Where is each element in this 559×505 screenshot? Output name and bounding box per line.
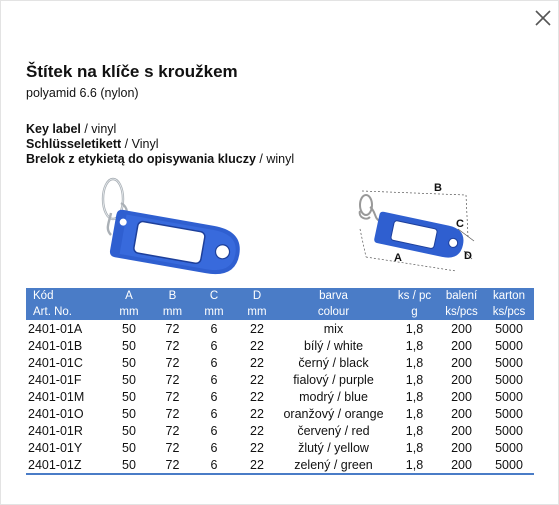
cell-pack: 200 xyxy=(451,372,472,387)
cell-d: 22 xyxy=(250,355,264,370)
cell-weight: 1,8 xyxy=(405,338,424,353)
cell-pack: 200 xyxy=(451,423,472,438)
column-unit: mm xyxy=(104,304,154,320)
cell-a: 50 xyxy=(122,372,136,387)
cell-a: 50 xyxy=(104,456,154,474)
cell-c: 6 xyxy=(210,338,218,353)
cell-pack: 200 xyxy=(451,338,472,353)
cell-b: 72 xyxy=(154,456,191,474)
cell-carton: 5000 xyxy=(495,440,523,455)
cell-b: 72 xyxy=(165,321,180,336)
cell-carton: 5000 xyxy=(495,338,523,353)
cell-carton: 5000 xyxy=(484,456,534,474)
cell-pack: 200 xyxy=(451,440,472,455)
cell-colour: žlutý / yellow xyxy=(298,440,369,455)
column-header: C xyxy=(191,288,237,304)
close-icon[interactable] xyxy=(532,7,554,29)
cell-weight: 1,8 xyxy=(405,355,424,370)
cell-d: 22 xyxy=(250,440,264,455)
cell-art-no: 2401-01M xyxy=(28,389,85,404)
column-header: karton xyxy=(484,288,534,304)
cell-a: 50 xyxy=(122,389,136,404)
dimension-label-c: C xyxy=(456,218,464,230)
table-row xyxy=(26,456,534,474)
product-photo xyxy=(61,177,251,283)
cell-pack: 200 xyxy=(451,406,472,421)
column-header: barva xyxy=(277,288,390,304)
cell-b: 72 xyxy=(165,440,180,455)
cell-colour: černý / black xyxy=(298,355,369,370)
cell-b: 72 xyxy=(165,372,180,387)
table-row xyxy=(26,388,534,405)
cell-art-no: 2401-01C xyxy=(28,355,83,370)
cell-art-no: 2401-01A xyxy=(28,321,83,336)
cell-weight: 1,8 xyxy=(405,372,424,387)
cell-b: 72 xyxy=(165,406,180,421)
translation-name: Brelok z etykietą do opisywania kluczy xyxy=(26,152,256,166)
cell-a: 50 xyxy=(122,423,136,438)
table-header-units-row xyxy=(26,304,534,320)
table-row xyxy=(26,354,534,371)
cell-a: 50 xyxy=(122,440,136,455)
cell-weight: 1,8 xyxy=(405,389,424,404)
cell-d: 22 xyxy=(250,389,264,404)
column-unit: Art. No. xyxy=(26,304,104,320)
column-unit: mm xyxy=(237,304,277,320)
cell-d: 22 xyxy=(250,423,264,438)
translation-line xyxy=(26,137,294,152)
column-unit: g xyxy=(390,304,439,320)
table-row xyxy=(26,439,534,456)
cell-pack: 200 xyxy=(451,389,472,404)
cell-art-no: 2401-01O xyxy=(28,406,84,421)
translation-line xyxy=(26,152,294,167)
cell-art-no: 2401-01R xyxy=(28,423,83,438)
cell-colour: zelený / green xyxy=(277,456,390,474)
cell-pack: 200 xyxy=(451,355,472,370)
cell-c: 6 xyxy=(210,423,218,438)
dimension-label-d: D xyxy=(464,250,472,262)
cell-a: 50 xyxy=(122,355,136,370)
cell-art-no: 2401-01Y xyxy=(28,440,83,455)
cell-weight: 1,8 xyxy=(405,321,424,336)
spec-table xyxy=(26,288,534,475)
product-translations xyxy=(26,122,294,167)
table-row xyxy=(26,422,534,439)
cell-d: 22 xyxy=(237,456,277,474)
column-header: A xyxy=(104,288,154,304)
translation-name: Key label xyxy=(26,122,81,136)
cell-colour: fialový / purple xyxy=(293,372,374,387)
cell-d: 22 xyxy=(250,406,264,421)
cell-carton: 5000 xyxy=(495,423,523,438)
cell-art-no: 2401-01F xyxy=(28,372,82,387)
cell-b: 72 xyxy=(165,423,180,438)
dimension-label-a: A xyxy=(394,252,402,264)
translation-line xyxy=(26,122,294,137)
column-unit: ks/pcs xyxy=(484,304,534,320)
cell-colour: červený / red xyxy=(297,423,370,438)
column-header: Kód xyxy=(26,288,104,304)
cell-carton: 5000 xyxy=(495,355,523,370)
cell-c: 6 xyxy=(210,355,218,370)
cell-weight: 1,8 xyxy=(405,423,424,438)
cell-c: 6 xyxy=(210,440,218,455)
cell-carton: 5000 xyxy=(495,321,523,336)
column-header: B xyxy=(154,288,191,304)
table-row xyxy=(26,320,534,337)
table-row xyxy=(26,405,534,422)
cell-weight: 1,8 xyxy=(405,406,424,421)
cell-carton: 5000 xyxy=(495,406,523,421)
column-unit: mm xyxy=(191,304,237,320)
dimension-label-b: B xyxy=(434,182,442,194)
cell-c: 6 xyxy=(191,456,237,474)
column-header: ks / pc xyxy=(390,288,439,304)
table-row xyxy=(26,371,534,388)
cell-b: 72 xyxy=(165,355,180,370)
cell-art-no: 2401-01B xyxy=(28,338,83,353)
cell-b: 72 xyxy=(165,338,180,353)
translation-name: Schlüsseletikett xyxy=(26,137,122,151)
product-subtitle: polyamid 6.6 (nylon) xyxy=(26,86,139,100)
cell-a: 50 xyxy=(122,338,136,353)
dimension-drawing xyxy=(346,167,481,281)
product-title: Štítek na klíče s kroužkem xyxy=(26,62,238,81)
cell-b: 72 xyxy=(165,389,180,404)
cell-carton: 5000 xyxy=(495,372,523,387)
cell-pack: 200 xyxy=(451,321,472,336)
cell-colour: oranžový / orange xyxy=(283,406,384,421)
translation-material: / vinyl xyxy=(80,122,117,136)
cell-art-no: 2401-01Z xyxy=(26,456,104,474)
cell-d: 22 xyxy=(250,338,264,353)
cell-c: 6 xyxy=(210,389,218,404)
table-row xyxy=(26,337,534,354)
table-header-row xyxy=(26,288,534,304)
cell-d: 22 xyxy=(250,372,264,387)
cell-colour: mix xyxy=(323,321,344,336)
cell-pack: 200 xyxy=(439,456,484,474)
cell-c: 6 xyxy=(210,321,218,336)
column-unit: colour xyxy=(277,304,390,320)
cell-a: 50 xyxy=(122,321,136,336)
column-unit: ks/pcs xyxy=(439,304,484,320)
cell-c: 6 xyxy=(210,372,218,387)
column-header: D xyxy=(237,288,277,304)
cell-colour: bílý / white xyxy=(303,338,364,353)
cell-a: 50 xyxy=(122,406,136,421)
translation-material: / winyl xyxy=(255,152,295,166)
cell-d: 22 xyxy=(250,321,264,336)
translation-material: / Vinyl xyxy=(121,137,159,151)
cell-c: 6 xyxy=(210,406,218,421)
column-unit: mm xyxy=(154,304,191,320)
cell-carton: 5000 xyxy=(495,389,523,404)
column-header: balení xyxy=(439,288,484,304)
cell-weight: 1,8 xyxy=(405,440,424,455)
cell-weight: 1,8 xyxy=(390,456,439,474)
cell-colour: modrý / blue xyxy=(299,389,368,404)
